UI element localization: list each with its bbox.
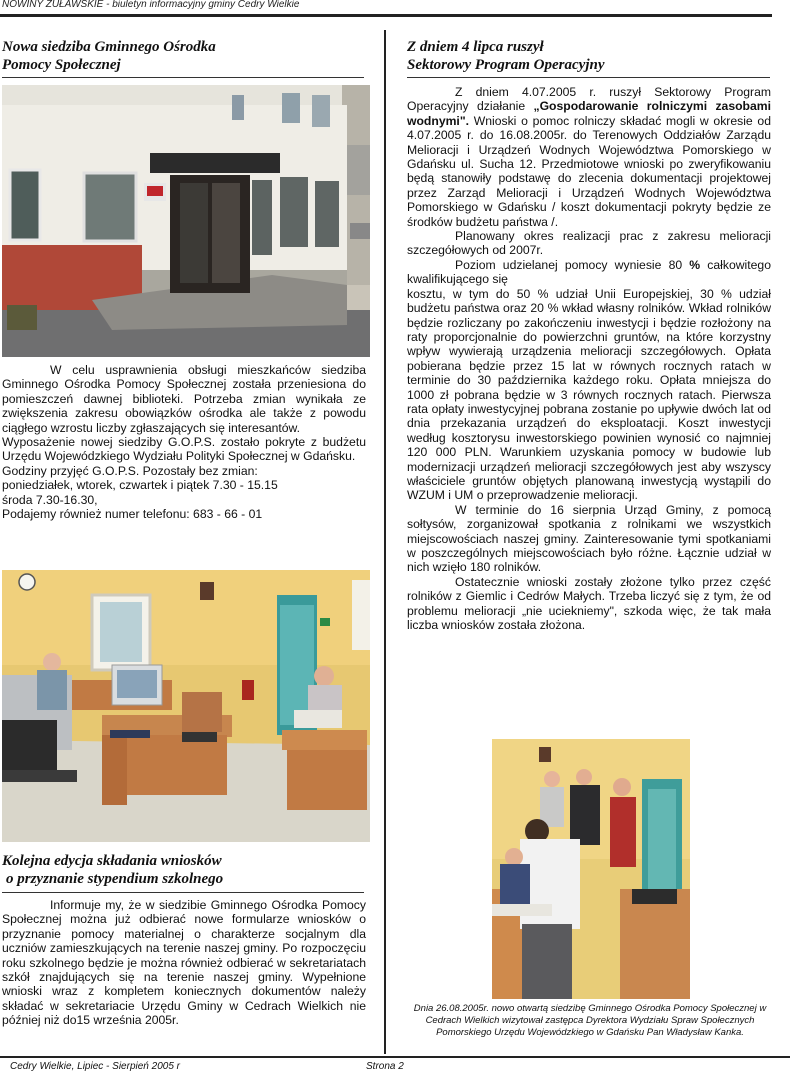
office-hours-wednesday: środa 7.30-16.30, — [2, 492, 98, 507]
right-paragraph6: Ostatecznie wnioski zostały złożone tylko przez część rolników z Giemlic i Cedrów Małych. Trzeba liczyć się z tym, że od problemu melioracji „nie uciekniemy", szkoda więc, że tak mała liczba wniosków została złożona. — [407, 574, 771, 633]
article1-body — [2, 363, 366, 521]
office-hours-weekdays: poniedziałek, wtorek, czwartek i piątek 7.30 - 15.15 — [2, 478, 278, 493]
article1-paragraph1: W celu usprawnienia obsługi mieszkańców siedziba Gminnego Ośrodka Pomocy Społecznej została przeniesiona do pomieszczeń dawnej biblioteki. Potrzeba zmian wynikała ze zwiększenia zakresu obowiązków ośrodka ale także z powodu ciągłego wzrostu liczby zgłaszających się interesantów. — [2, 363, 366, 435]
right-article-title — [407, 38, 787, 74]
article1-title — [2, 38, 372, 74]
article2-title-line1: Kolejna edycja składania wniosków — [2, 853, 222, 869]
page-number: Strona 2 — [366, 1061, 404, 1072]
right-paragraph3 — [407, 258, 771, 287]
right-article-title-line2: Sektorowy Program Operacyjny — [407, 57, 605, 73]
article1-title-rule — [2, 77, 364, 78]
office-photo — [2, 570, 370, 842]
right-paragraph2: Planowany okres realizacji prac z zakresu melioracji szczegółowych od 2007r. — [407, 229, 771, 258]
article1-title-line1: Nowa siedziba Gminnego Ośrodka — [2, 39, 216, 55]
visit-photo — [492, 739, 690, 999]
article1-paragraph2: Wyposażenie nowej siedziby G.O.P.S. zostało pokryte z budżetu Urzędu Wojewódzkiego Wydziału Polityki Społecznej w Gdańsku. — [2, 435, 366, 464]
article2-title-line2: o przyznanie stypendium szkolnego — [6, 871, 224, 887]
article2-paragraph1: Informuje my, że w siedzibie Gminnego Ośrodka Pomocy Społecznej można już odbierać nowe formularze wniosków o przyznanie pomocy materialnej o charakterze socjalnym dla uczniów zamieszkujących na terenie naszej gminy. Po rozpoczęciu roku szkolnego będzie je można również odbierać w sekretariatach szkół znajdujących się na terenie naszej gminy. Wypełnione wnioski wraz z kompletem koniecznych dokumentów należy składać w sekretariacie Urzędu Gminy w Cedrach Wielkich nie później niż do15 września 2005r. — [2, 898, 366, 1028]
bottom-rule — [0, 1056, 790, 1058]
right-article-title-line1: Z dniem 4 lipca ruszył — [407, 39, 544, 55]
right-paragraph1-rest: Wnioski o pomoc rolniczy składać mogli w okresie od 4.07.2005 r. do 16.08.2005r. do Terenowych Oddziałów Zarządu Melioracji i Urządzeń Wodnych Województwa Pomorskiego w Gdańsku ul. Sucha 12. Przedmiotowe wnioski po zweryfikowaniu będą stanowiły podstawę do zlecenia dokumentacji projektowej przez Zarząd Melioracji i Urządzeń Wodnych Województwa Pomorskiego w Gdańsku / koszt dokumentacji pokryty będzie ze środków budżetu państwa /. — [407, 113, 771, 229]
building-photo-illustration — [2, 85, 370, 357]
building-photo — [2, 85, 370, 357]
right-paragraph5: W terminie do 16 sierpnia Urząd Gminy, z pomocą sołtysów, zorganizował spotkania z rolnikami we wszystkich miejscowościach naszej gminy. Zainteresowanie tymi spotkaniami w poszczególnych miejscowościach było różne. Łącznie udział w nich wzięło 180 rolników. — [407, 502, 771, 575]
article1-title-line2: Pomocy Społecznej — [2, 57, 121, 73]
right-paragraph1-start: Z dniem 4.07.2005 r. ruszył Sektorowy Program Operacyjny działanie — [407, 85, 771, 114]
article2-title — [2, 852, 372, 888]
article2-title-rule — [2, 892, 364, 893]
right-article-body — [407, 85, 771, 632]
right-article-title-rule — [407, 77, 770, 78]
right-paragraph1 — [407, 85, 771, 229]
right-paragraph4: kosztu, w tym do 50 % udział Unii Europejskiej, 30 % udział budżetu państwa oraz 20 % wkład własny rolników. Wkład rolników będzie rozliczany po zakończeniu inwestycji i będzie rozłożony na raty proporcjonalnie do powierzchni gruntów, na które korzystny wpływ wywierają urządzenia melioracji szczegółowych. Opłata pobierana będzie przez 15 lat w równych rocznych ratach w terminie do 30 października każdego roku. Opłata mniejsza do 1000 zł pobrana będzie w 3 równych rocznych ratach. Pierwsza rata opłaty inwestycyjnej pobrana zostanie po upływie dwóch lat od dnia przekazania urządzeń do eksploatacji. Koszt inwestycji według kosztorysu inwestorskiego powinien wynosić co najmniej 120 000 PLN. Warunkiem uzyskania pomocy w budowie lub modernizacji urządzeń melioracji szczegółowych jest aby wszyscy właściciele gruntów objętych planowaną inwestycją wystąpili do WZUM i UM o przeprowadzenie melioracji. — [407, 286, 771, 503]
measure-name: „Gospodarowanie rolniczymi zasobami wodnymi". — [407, 99, 771, 128]
article2-body — [2, 898, 366, 1028]
office-hours-intro: Godziny przyjęć G.O.P.S. Pozostały bez zmian: — [2, 463, 258, 478]
office-phone: Podajemy również numer telefonu: 683 - 66 - 01 — [2, 507, 263, 522]
right-paragraph3-rest: całkowitego kwalifikującego się — [407, 257, 771, 287]
column-divider — [384, 30, 386, 1054]
footer-issue: Cedry Wielkie, Lipiec - Sierpień 2005 r — [10, 1061, 180, 1072]
office-photo-illustration — [2, 570, 370, 842]
visit-photo-caption: Dnia 26.08.2005r. nowo otwartą siedzibę Gminnego Ośrodka Pomocy Społecznej w Cedrach Wielkich wizytował zastępca Dyrektora Wydziału Spraw Społecznych Pomorskiego Urzędu Wojewódzkiego w Gdańsku Pan Władysław Kanka. — [413, 1003, 767, 1038]
visit-photo-illustration — [492, 739, 690, 999]
top-rule — [0, 14, 772, 17]
newsletter-header: NOWINY ŻUŁAWSKIE - biuletyn informacyjny gminy Cedry Wielkie — [2, 0, 300, 10]
right-paragraph3-start: Poziom udzielanej pomocy wyniesie 80 — [455, 257, 690, 272]
percent-sign: % — [689, 257, 701, 272]
